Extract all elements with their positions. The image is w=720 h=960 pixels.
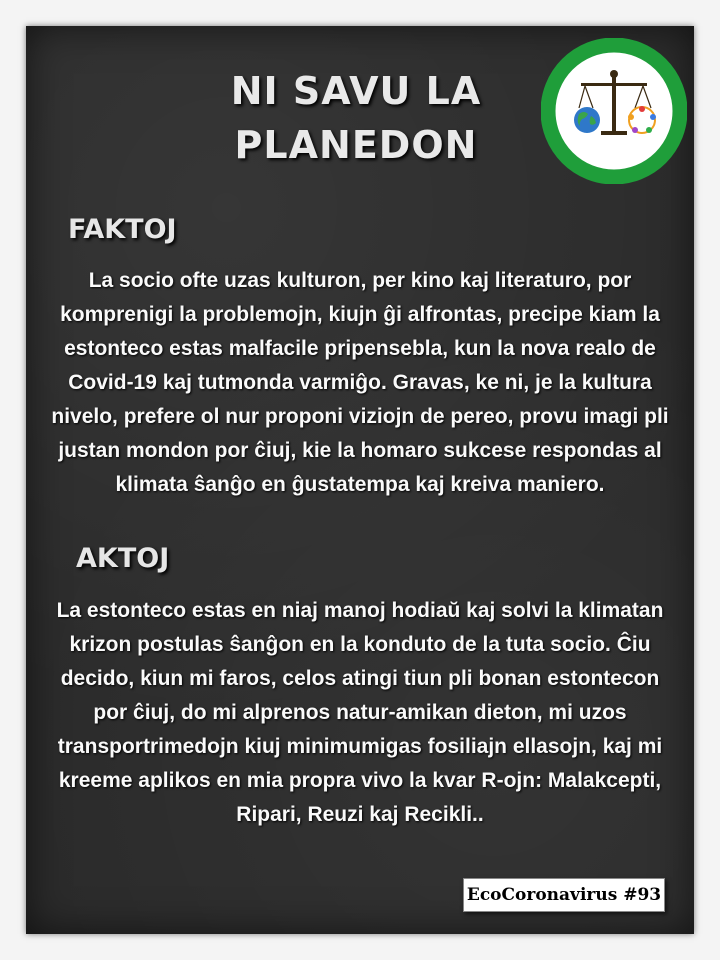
svg-text:VIAJ AGOJ...: VIAJ AGOJ... — [571, 52, 658, 80]
earth-globe-icon — [574, 107, 600, 133]
ecocoronavirus-tag: EcoCoronavirus #93 — [463, 878, 665, 912]
people-circle-icon — [628, 106, 656, 133]
section-text-aktoj: La estonteco estas en niaj manoj hodiaŭ kaj solvi la klimatan krizon postulas ŝanĝon en la konduto de la tuta socio. Ĉiu decido, kiun mi faros, celos atingi tiun pli bonan estontecon por ĉiuj, do mi alprenos natur-amikan dieton, mi uzos transportrimedojn kiuj minimumigas fosiliajn ellasojn, kaj mi kreeme aplikos en mia propra vivo la kvar R-ojn: Malakcepti, Ripari, Reuzi kaj Recikli.. — [56, 599, 664, 826]
svg-text:...SAVAS LA PLANEDON: ...SAVAS LA PLANEDON — [558, 126, 670, 171]
section-text-faktoj: La socio ofte uzas kulturon, per kino kaj literaturo, por komprenigi la problemojn, kiujn ĝi alfrontas, precipe kiam la estonteco estas malfacile pripensebla, kun la nova realo de Covid-19 kaj tutmonda varmiĝo. Gravas, ke ni, je la kultura nivelo, prefere ol nur proponi viziojn de pereo, provu imagi pli justan mondon por ĉiuj, kie la homaro sukcese respondas al klimata ŝanĝo en ĝustatempa kaj kreiva maniero. — [51, 269, 669, 496]
page-title: NI SAVU LA PLANEDON — [230, 69, 482, 167]
section-heading-aktoj: AKTOJ — [76, 543, 170, 574]
section-heading-faktoj: FAKTOJ — [68, 214, 177, 245]
savas-la-planedon-logo — [541, 38, 687, 184]
